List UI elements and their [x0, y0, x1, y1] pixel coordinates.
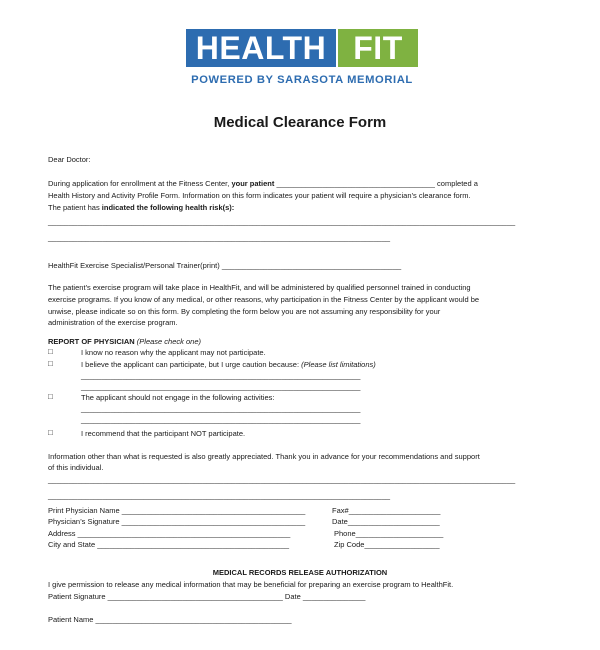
intro-your-patient: your patient: [231, 179, 275, 188]
option-caution-text: I believe the applicant can participate, but I urge caution because:: [81, 360, 302, 369]
checkbox-no-activities[interactable]: □: [48, 392, 53, 401]
activities-blank-1[interactable]: ___________________________________________________________________: [81, 404, 361, 413]
health-risk-blank-1[interactable]: ________________________________________________________________________________________________________________: [48, 217, 516, 226]
report-heading: [48, 337, 201, 347]
intro-patient-blank: ______________________________________ completed a: [274, 179, 478, 188]
healthfit-logo: [186, 29, 418, 95]
patient-date-input[interactable]: _______________: [300, 592, 366, 601]
field-patient-signature: [48, 592, 365, 602]
checkbox-caution[interactable]: □: [48, 359, 53, 368]
intro-line-1: [48, 179, 478, 189]
report-heading-label: REPORT OF PHYSICIAN: [48, 337, 135, 346]
logo-subtitle: POWERED BY SARASOTA MEMORIAL: [191, 74, 413, 86]
field-label: City and State: [48, 540, 96, 549]
option-no-reason: I know no reason why the applicant may not participate.: [81, 348, 266, 357]
other-info-blank-1[interactable]: ________________________________________________________________________________________________________________: [48, 475, 516, 484]
field-label: Print Physician Name: [48, 506, 120, 515]
phone-input[interactable]: _____________________: [355, 529, 444, 538]
option-caution: [81, 360, 376, 370]
field-label: Date: [284, 592, 301, 601]
intro-line-3: [48, 203, 234, 213]
checkbox-no-reason[interactable]: □: [48, 347, 53, 356]
option-caution-note: (Please list limitations): [301, 360, 376, 369]
field-label: Address: [48, 529, 76, 538]
limitations-blank-1[interactable]: ___________________________________________________________________: [81, 371, 361, 380]
patient-signature-input[interactable]: __________________________________________: [105, 592, 283, 601]
paragraph-line: administration of the exercise program.: [48, 318, 178, 327]
activities-blank-2[interactable]: ___________________________________________________________________: [81, 415, 361, 424]
other-info-blank-2[interactable]: __________________________________________________________________________________: [48, 491, 391, 500]
field-address: [48, 529, 290, 539]
paragraph-line: exercise programs. If you know of any medical, or other reasons, why participation in the Fitness Center by the applicant would be: [48, 295, 480, 304]
intro-text: The patient has: [48, 203, 102, 212]
intro-text: During application for enrollment at the Fitness Center,: [48, 179, 232, 188]
field-label: Patient Signature: [48, 592, 106, 601]
other-info-line: Information other than what is requested is also greatly appreciated. Thank you in advance for your recommendations and support: [48, 452, 480, 461]
field-label: Phone: [334, 529, 356, 538]
logo-fit-word: FIT: [338, 29, 418, 67]
zip-input[interactable]: __________________: [364, 540, 440, 549]
patient-name-input[interactable]: _______________________________________________: [93, 615, 292, 624]
field-patient-name: [48, 615, 292, 625]
logo-health-word: HEALTH: [186, 29, 336, 67]
field-label: Zip Code: [334, 540, 365, 549]
field-zip: [334, 540, 440, 550]
field-phone: [334, 529, 443, 539]
page-title: Medical Clearance Form: [213, 114, 387, 131]
limitations-blank-2[interactable]: ___________________________________________________________________: [81, 382, 361, 391]
paragraph-line: unwise, please indicate so on this form. By completing the form below you are not assuming any responsibility for your: [48, 307, 441, 316]
city-state-input[interactable]: ______________________________________________: [95, 540, 290, 549]
salutation: Dear Doctor:: [48, 155, 91, 164]
health-risk-blank-2[interactable]: __________________________________________________________________________________: [48, 233, 391, 242]
release-text: I give permission to release any medical information that may be beneficial for preparing an exercise program to HealthFit.: [48, 580, 454, 589]
physician-signature-input[interactable]: ____________________________________________: [119, 517, 306, 526]
fax-input[interactable]: ______________________: [348, 506, 441, 515]
intro-risks-label: indicated the following health risk(s):: [101, 203, 235, 212]
physician-name-input[interactable]: ____________________________________________: [119, 506, 306, 515]
field-label: Patient Name: [48, 615, 94, 624]
address-input[interactable]: ___________________________________________________: [75, 529, 291, 538]
field-fax: [332, 506, 440, 516]
option-no-activities: The applicant should not engage in the following activities:: [81, 393, 275, 402]
date-input[interactable]: ______________________: [347, 517, 440, 526]
field-date: [332, 517, 440, 527]
option-not-participate: I recommend that the participant NOT participate.: [81, 429, 246, 438]
field-physician-signature: [48, 517, 305, 527]
field-label: Date: [332, 517, 348, 526]
field-label: Physician’s Signature: [48, 517, 120, 526]
field-city-state: [48, 540, 289, 550]
release-heading: MEDICAL RECORDS RELEASE AUTHORIZATION: [212, 568, 388, 577]
other-info-line: of this individual.: [48, 463, 104, 472]
field-physician-name: [48, 506, 305, 516]
paragraph-line: The patient’s exercise program will take place in HealthFit, and will be administered by qualified personnel trained in conducting: [48, 283, 471, 292]
trainer-field[interactable]: HealthFit Exercise Specialist/Personal Trainer(print) ___________________________________________: [48, 261, 402, 270]
intro-line-2: Health History and Activity Profile Form. Information on this form indicates your patient will require a physician’s clearance form.: [48, 191, 471, 200]
field-label: Fax#: [332, 506, 349, 515]
checkbox-not-participate[interactable]: □: [48, 428, 53, 437]
report-heading-note: (Please check one): [136, 337, 201, 346]
